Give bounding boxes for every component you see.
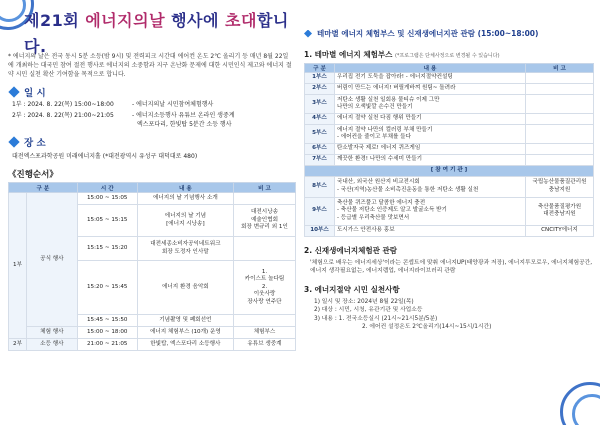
content-cell: 에너지의 날 기념 [에너지 시낭송] [137, 205, 233, 237]
note-cell: 유튜브 생중계 [234, 339, 296, 351]
category-cell: 체험 행사 [27, 327, 78, 339]
page-title: 제21회 에너지의날 행사에 초대합니다. [24, 11, 289, 56]
intro-text: * 에너지의 날은 전국 동시 5분 소등(밤 9시) 및 전력피크 시간대 에어컨 온도 2℃ 올리기 등 매년 8월 22일에 개최하는 대국민 참여 절전 행사로 에너지의 소중함과 지구 온난화 문제에 대한 시민인식 제고와 에너지 절약 시민 실천 확산 기여함을 목적으로 합니다. [8, 53, 292, 78]
time-cell: 15:05 ~ 15:15 [77, 205, 137, 237]
section-2-description: '체험으로 배우는 에너지세상'이라는 콘셉트에 맞춰 에너지UP(태양광과 저장), 에너지투모로우, 에너지체험공간, 에너지 생각필요없는, 에너지랩업, 에너지라이브러리 관람 [310, 259, 593, 274]
booth-number: 4부스 [305, 114, 335, 125]
category-cell: 공식 행사 [27, 193, 78, 327]
booth-note: 국립농산물품질관리원 충남지원 [526, 176, 594, 197]
part-cell: 1부 [9, 193, 27, 339]
place-value: 대전엑스포과학공원 미래에너지홀 (*대전광역시 유성구 대덕대로 480) [12, 153, 198, 160]
category-cell: 소등 행사 [27, 339, 78, 351]
booth-number: 8부스 [305, 176, 335, 197]
place-heading: 장 소 [8, 136, 296, 148]
booth-number: 1부스 [305, 73, 335, 84]
booth-number: 2부스 [305, 84, 335, 95]
booth-note [526, 95, 594, 114]
booth-content: 탄소발자국 제로! 에너지 퀴즈게임 [335, 144, 526, 155]
diamond-icon [8, 86, 19, 97]
booth-number: 5부스 [305, 125, 335, 144]
table-header: 내 용 [137, 183, 233, 193]
procedure-title: 《진행순서》 [8, 170, 58, 180]
list-item: 2. 에어컨 설정온도 2℃올리기(14시~15시/1시간) [362, 324, 492, 330]
schedule-row: 1부 : 2024. 8. 22(목) 15:00~18:00 - 에너지의날 시민참여체험행사 [12, 101, 214, 108]
note-cell [234, 315, 296, 327]
booth-number: 6부스 [305, 144, 335, 155]
booth-content: 깨끗한 환경! 나만의 수세미 만들기 [335, 155, 526, 166]
booth-note: 축산물품질평가원 대전충남지원 [526, 197, 594, 225]
table-header: 내 용 [335, 64, 526, 73]
left-column [8, 8, 296, 351]
booth-content: 도시가스 안전사용 홍보 [335, 225, 526, 236]
time-cell: 15:00 ~ 18:00 [77, 327, 137, 339]
note-cell [234, 193, 296, 205]
booth-note [526, 125, 594, 144]
booth-content: 우리집 전기 도둑을 잡아라! - 에너지절약컨설팅 [335, 73, 526, 84]
guest-institutions-label: [ 참 여 기 관 ] [305, 166, 594, 177]
table-header: 비 고 [526, 64, 594, 73]
booth-number: 3부스 [305, 95, 335, 114]
right-column [304, 8, 594, 332]
schedule-row: 엑스포다리, 한빛탑 5분간 소등 행사 [137, 121, 232, 128]
booth-note [526, 155, 594, 166]
diamond-icon [304, 30, 312, 38]
booth-banner: 테마별 에너지 체험부스 및 신재생에너지관 관람 (15:00~18:00) [304, 28, 594, 39]
booth-section-title: 1. 테마별 에너지 체험부스 (*프로그램은 단체사정으로 변경될 수 있습니다) [304, 50, 500, 59]
booth-note [526, 73, 594, 84]
time-cell: 15:15 ~ 15:20 [77, 237, 137, 261]
part-cell: 2부 [9, 339, 27, 351]
booth-note [526, 114, 594, 125]
note-cell: 1. 카이스트 놀다팀 2. 이웃사랑 장사랑 연주단 [234, 261, 296, 315]
content-cell: 에너지 환경 음악회 [137, 261, 233, 315]
booth-content: 축산물 퀴즈풀고 달콤한 에너지 충전 - 축산물 저탄소 인증제도 알고 발굴소득 받기 - 등급별 우리축산물 맛보면서 [335, 197, 526, 225]
time-cell: 21:00 ~ 21:05 [77, 339, 137, 351]
list-item: 3) 내용 : 1. 전국소등실시 (21시~21시5분/5분) [314, 315, 438, 322]
time-cell: 15:20 ~ 15:45 [77, 261, 137, 315]
list-item: 2) 대상 : 시민, 시청, 유관기관 및 사업소등 [314, 307, 423, 313]
schedule-heading: 일 시 [8, 86, 296, 98]
booth-note: CNCITY에너지 [526, 225, 594, 236]
note-cell [234, 237, 296, 261]
section-3-list [304, 298, 594, 332]
booth-content: 국내산, 외국산 원산지 비교전시회 - 국산(지역)농산물 소비촉진운동을 통한 저탄소 생활 실천 [335, 176, 526, 197]
content-cell: 대전세종소비자공익네트워크 회장 도정자 인사말 [137, 237, 233, 261]
content-cell: 한빛탑, 엑스포다리 소등행사 [137, 339, 233, 351]
diamond-icon [8, 136, 19, 147]
content-cell: 기념촬영 및 폐회선언 [137, 315, 233, 327]
note-cell: 대전시낭송 예술인협회 회장 변규리 외 1인 [234, 205, 296, 237]
section-3-title: 3. 에너지절약 시민 실천사항 [304, 284, 400, 294]
table-header: 구 분 [9, 183, 78, 193]
booth-note [526, 84, 594, 95]
content-cell: 에너지 체험부스 (10개) 운영 [137, 327, 233, 339]
booth-content: 에너지 절약 실천 다짐 행위 만들기 [335, 114, 526, 125]
schedule-row: 2부 : 2024. 8. 22(목) 21:00~21:05 - 에너지소등행사 유튜브 온라인 생중계 [12, 112, 235, 119]
booth-number: 7부스 [305, 155, 335, 166]
booth-number: 10부스 [305, 225, 335, 236]
section-2-title: 2. 신재생에너지체험관 관람 [304, 245, 397, 255]
content-cell: 에너지의 날 기념행사 소개 [137, 193, 233, 205]
table-header: 시 간 [77, 183, 137, 193]
time-cell: 15:45 ~ 15:50 [77, 315, 137, 327]
procedure-table [8, 182, 296, 351]
booth-number: 9부스 [305, 197, 335, 225]
booth-content: 에너지 절약 나만의 컬러링 부채 만들기 - 에어컨을 줄이고 부채를 들다 [335, 125, 526, 144]
note-cell: 체험부스 [234, 327, 296, 339]
booth-content: 저탄소 생활 실천 일회용 물티슈 이제 그만 나만의 오색빛깔 손수건 만들기 [335, 95, 526, 114]
booth-table [304, 63, 594, 237]
booth-note [526, 144, 594, 155]
table-header: 구 분 [305, 64, 335, 73]
time-cell: 15:00 ~ 15:05 [77, 193, 137, 205]
list-item: 1) 일시 및 장소: 2024년 8월 22일(목) [314, 298, 414, 305]
table-header: 비 고 [234, 183, 296, 193]
booth-content: 버림이 만드는 에너지! 버릴게바껴 원팀~ 돌려라 [335, 84, 526, 95]
